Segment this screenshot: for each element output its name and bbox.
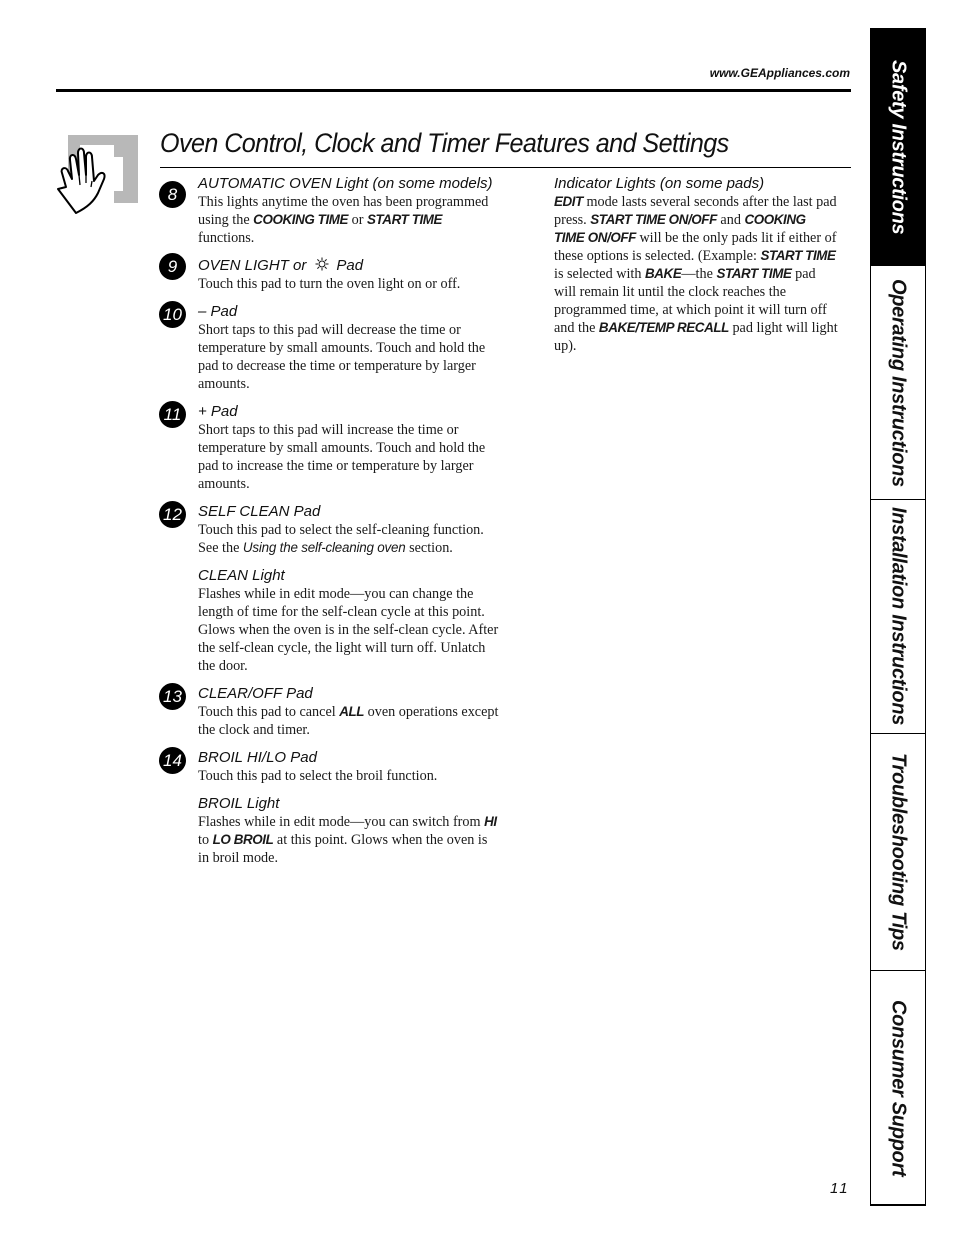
- indicator-body: EDIT mode lasts several seconds after the last pad press. START TIME ON/OFF and COOKING TIME ON/OFF will be the only pads lit if either of these options is selected. (Example: START TIME is selected with BAKE—the START TIME pad will remain lit until the clock reaches the programmed time, at which point it will turn off and the BAKE/TEMP RECALL pad light will light up).: [554, 194, 838, 354]
- hand-icon-box: [68, 135, 138, 203]
- header-url: www.GEAppliances.com: [709, 66, 850, 80]
- item-heading: BROIL HI/LO Pad: [198, 749, 317, 766]
- light-bulb-icon: [314, 256, 330, 272]
- item-number-badge: 13: [159, 683, 186, 710]
- tab-consumer-support[interactable]: [871, 971, 925, 1205]
- tab-safety-instructions[interactable]: [871, 29, 925, 266]
- item-body: Touch this pad to select the broil function.: [198, 768, 438, 784]
- item-body: This lights anytime the oven has been programmed using the COOKING TIME or START TIME functions.: [198, 194, 489, 246]
- right-column: [554, 174, 839, 355]
- item-body: Touch this pad to select the self-cleaning function. See the Using the self-cleaning oven section.: [198, 522, 484, 556]
- tab-troubleshooting-tips[interactable]: [871, 734, 925, 971]
- item-12: [160, 502, 500, 675]
- item-body: Short taps to this pad will decrease the time or temperature by small amounts. Touch and hold the pad to decrease the time or temperature by larger amounts.: [198, 322, 486, 392]
- item-14: [160, 748, 500, 867]
- item-body: Short taps to this pad will increase the time or temperature by small amounts. Touch and hold the pad to increase the time or temperature by larger amounts.: [198, 422, 486, 492]
- item-number-badge: 14: [159, 747, 186, 774]
- item-11: [160, 402, 500, 493]
- sub-heading: CLEAN Light: [198, 567, 285, 584]
- sub-body: Flashes while in edit mode—you can change the length of time for the self-clean cycle at this point. Glows when the oven is in the self-clean cycle. After the self-clean cycle, the light will turn off. Unlatch the door.: [198, 586, 499, 674]
- item-body: Touch this pad to cancel ALL oven operations except the clock and timer.: [198, 704, 499, 738]
- title-rule: [160, 167, 851, 168]
- item-heading: + Pad: [198, 403, 238, 420]
- tab-label: Consumer Support: [887, 999, 910, 1177]
- sub-body: Flashes while in edit mode—you can switch from HI to LO BROIL at this point. Glows when the oven is in broil mode.: [198, 814, 497, 866]
- item-10: [160, 302, 500, 393]
- item-heading: – Pad: [198, 303, 238, 320]
- section-tabs: [870, 28, 926, 1206]
- page-number: 11: [830, 1180, 850, 1197]
- item-heading: SELF CLEAN Pad: [198, 503, 321, 520]
- item-heading: AUTOMATIC OVEN Light (on some models): [198, 175, 493, 192]
- item-heading: OVEN LIGHT or Pad: [198, 257, 364, 274]
- item-number-badge: 12: [159, 501, 186, 528]
- item-8: [160, 174, 500, 247]
- page-title: Oven Control, Clock and Timer Features and Settings: [160, 128, 729, 158]
- item-number-badge: 10: [159, 301, 186, 328]
- item-number-badge: 9: [159, 253, 186, 280]
- tab-operating-instructions[interactable]: [871, 266, 925, 500]
- tab-label: Troubleshooting Tips: [887, 753, 910, 951]
- item-9: [160, 256, 500, 293]
- item-number-badge: 8: [159, 181, 186, 208]
- item-number-badge: 11: [159, 401, 186, 428]
- item-heading: CLEAR/OFF Pad: [198, 685, 313, 702]
- item-body: Touch this pad to turn the oven light on or off.: [198, 276, 461, 292]
- tab-label: Safety Instructions: [887, 59, 910, 235]
- top-rule: [56, 89, 851, 92]
- tab-installation-instructions[interactable]: [871, 500, 925, 734]
- indicator-heading: Indicator Lights (on some pads): [554, 175, 765, 192]
- tab-label: Installation Instructions: [887, 507, 910, 726]
- sub-heading: BROIL Light: [198, 795, 280, 812]
- tab-label: Operating Instructions: [887, 278, 910, 487]
- pointing-hand-icon: [54, 135, 144, 217]
- left-column: [160, 174, 500, 867]
- item-13: [160, 684, 500, 739]
